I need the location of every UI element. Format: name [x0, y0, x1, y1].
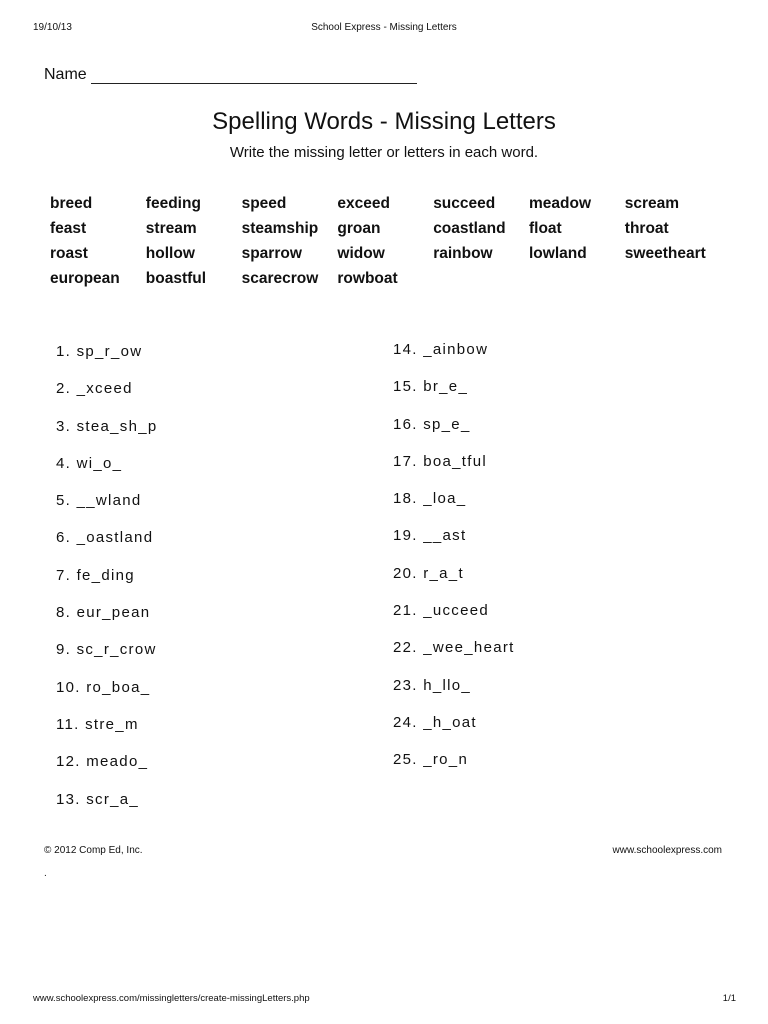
word-bank-item: scream [624, 195, 680, 212]
print-page-title: School Express - Missing Letters [311, 22, 457, 33]
question-item: 15. br_e_ [393, 378, 469, 396]
word-bank-item: float [528, 220, 562, 237]
question-item: 18. _loa_ [393, 490, 467, 508]
word-bank-item: steamship [241, 220, 319, 237]
worksheet-title: Spelling Words - Missing Letters [212, 108, 556, 135]
question-item: 1. sp_r_ow [56, 343, 143, 360]
word-bank-item: feeding [145, 195, 201, 212]
question-item: 8. eur_pean [56, 604, 151, 622]
question-item: 4. wi_o_ [56, 454, 123, 472]
word-bank-item: succeed [433, 195, 496, 212]
question-item: 12. meado_ [56, 753, 149, 771]
question-item: 14. _ainbow [393, 341, 489, 358]
question-item: 9. sc_r_crow [56, 641, 157, 659]
print-url: www.schoolexpress.com/missingletters/create-missingLetters.php [33, 993, 310, 1004]
question-item: 17. boa_tful [393, 452, 487, 470]
word-bank-item: exceed [337, 195, 390, 212]
question-item: 2. _xceed [56, 380, 133, 398]
worksheet-instructions: Write the missing letter or letters in each word. [229, 144, 539, 161]
question-item: 23. h_llo_ [393, 676, 472, 694]
question-item: 6. _oastland [56, 529, 154, 547]
word-bank [50, 195, 721, 295]
website-text: www.schoolexpress.com [612, 845, 722, 856]
question-item: 16. sp_e_ [393, 415, 471, 433]
question-item: 20. r_a_t [393, 564, 464, 582]
word-bank-item: lowland [528, 245, 587, 262]
stray-dot: . [44, 868, 47, 879]
word-bank-item: sweetheart [624, 245, 706, 262]
name-field [44, 66, 417, 84]
question-item: 3. stea_sh_p [56, 417, 158, 435]
questions-left-column [56, 343, 158, 828]
word-bank-item: european [50, 270, 120, 287]
word-bank-item: stream [145, 220, 197, 237]
word-bank-item: breed [50, 195, 93, 212]
word-bank-item: speed [241, 195, 287, 212]
word-bank-item: roast [50, 245, 88, 262]
name-blank-line [91, 67, 417, 84]
word-bank-item: hollow [145, 245, 195, 262]
question-item: 11. stre_m [56, 715, 139, 733]
question-item: 10. ro_boa_ [56, 678, 151, 696]
name-label: Name [44, 66, 87, 83]
question-item: 22. _wee_heart [393, 639, 515, 657]
question-item: 25. _ro_n [393, 751, 469, 769]
question-item: 24. _h_oat [393, 713, 477, 731]
question-item: 21. _ucceed [393, 602, 490, 620]
question-item: 5. __wland [56, 492, 142, 510]
question-item: 13. scr_a_ [56, 790, 140, 808]
word-bank-item: groan [337, 220, 381, 237]
questions-right-column [393, 341, 515, 789]
copyright-text: © 2012 Comp Ed, Inc. [44, 845, 143, 856]
word-bank-item: meadow [528, 195, 591, 212]
word-bank-item: rainbow [433, 245, 493, 262]
word-bank-item: sparrow [241, 245, 302, 262]
question-item: 19. __ast [393, 527, 467, 545]
word-bank-item: boastful [145, 270, 207, 287]
print-page-number: 1/1 [722, 993, 736, 1004]
word-bank-item: widow [337, 245, 385, 262]
print-date: 19/10/13 [33, 22, 72, 33]
word-bank-item: rowboat [337, 270, 398, 287]
word-bank-item: coastland [433, 220, 506, 237]
question-item: 7. fe_ding [56, 566, 135, 584]
word-bank-item: feast [50, 220, 87, 237]
word-bank-item: scarecrow [241, 270, 319, 287]
word-bank-item: throat [624, 220, 669, 237]
